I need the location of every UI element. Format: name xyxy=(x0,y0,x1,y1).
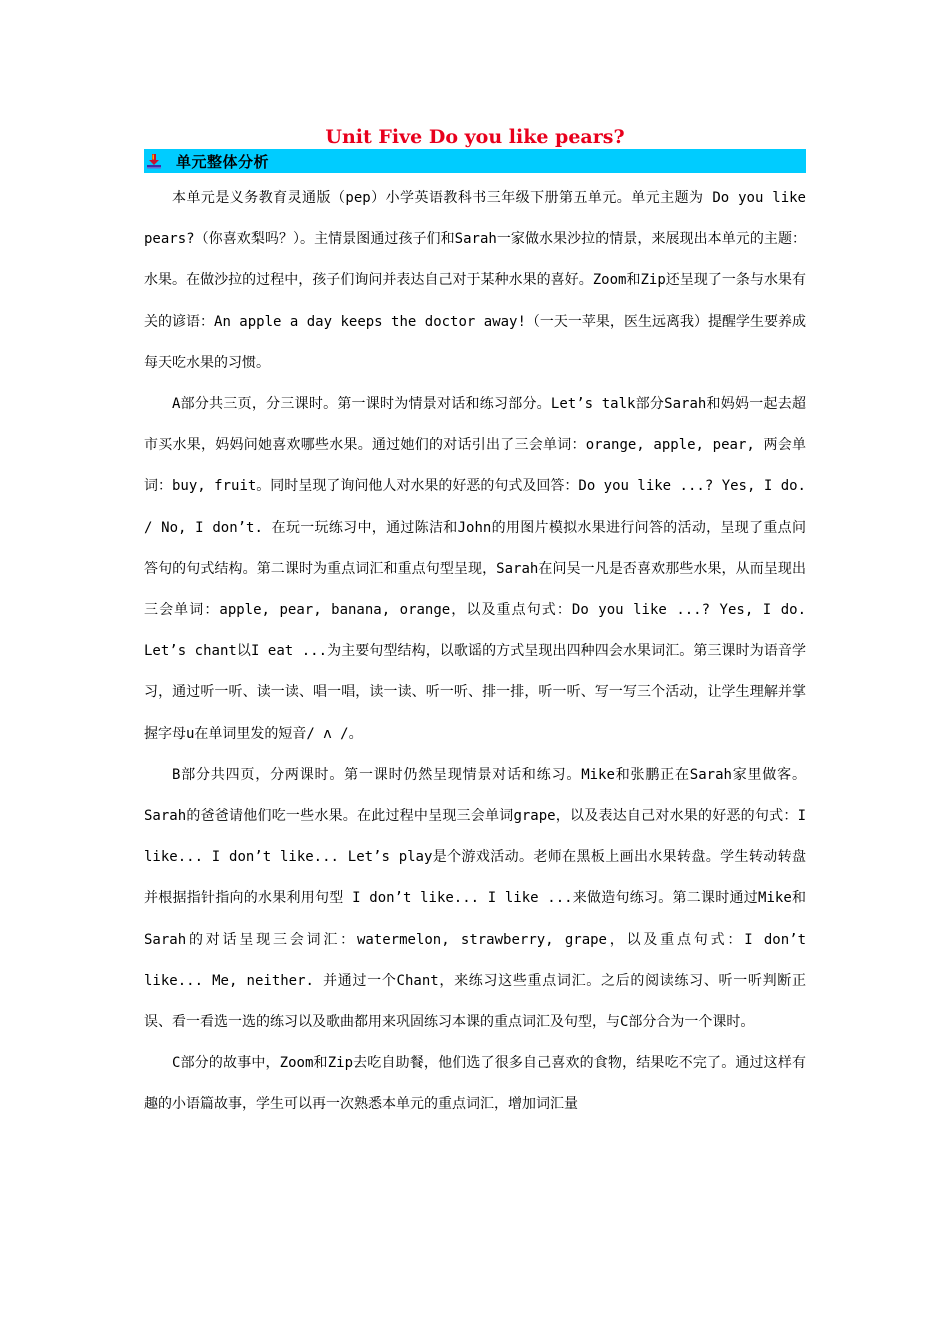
paragraph-part-b: B部分共四页，分两课时。第一课时仍然呈现情景对话和练习。Mike和张鹏正在Sarah家里做客。Sarah的爸爸请他们吃一些水果。在此过程中呈现三会单词grape，以及表达自己对水果的好恶的句式：I like... I don’t like... Let’s play是个游戏活动。老师在黑板上画出水果转盘。学生转动转盘并根据指针指向的水果利用句型 I don’t like... I like ...来做造句练习。第二课时通过Mike和Sarah的对话呈现三会词汇：watermelon, strawberry, grape，以及重点句式：I don’t like... Me, neither. 并通过一个Chant，来练习这些重点词汇。之后的阅读练习、听一听判断正误、看一看选一选的练习以及歌曲都用来巩固练习本课的重点词汇及句型，与C部分合为一个课时。 xyxy=(144,766,806,1031)
paragraph-part-c: C部分的故事中，Zoom和Zip去吃自助餐，他们选了很多自己喜欢的食物，结果吃不完了。通过这样有趣的小语篇故事，学生可以再一次熟悉本单元的重点词汇，增加词汇量 xyxy=(144,1055,806,1113)
document-title: Unit Five Do you like pears? xyxy=(325,126,625,148)
paragraph-overview: 本单元是义务教育灵通版（pep）小学英语教科书三年级下册第五单元。单元主题为 Do you like pears?（你喜欢梨吗？）。主情景图通过孩子们和Sarah一家做水果沙拉的情景，来展现出本单元的主题：水果。在做沙拉的过程中，孩子们询问并表达自己对于某种水果的喜好。Zoom和Zip还呈现了一条与水果有关的谚语：An apple a day keeps the doctor away!（一天一苹果，医生远离我）提醒学生要养成每天吃水果的习惯。 xyxy=(144,190,806,371)
paragraph-part-a: A部分共三页，分三课时。第一课时为情景对话和练习部分。Let’s talk部分Sarah和妈妈一起去超市买水果，妈妈问她喜欢哪些水果。通过她们的对话引出了三会单词：orange, apple, pear, 两会单词：buy, fruit。同时呈现了询问他人对水果的好恶的句式及回答：Do you like ...? Yes, I do. / No, I don’t. 在玩一玩练习中，通过陈洁和John的用图片模拟水果进行问答的活动，呈现了重点问答句的句式结构。第二课时为重点词汇和重点句型呈现，Sarah在问吴一凡是否喜欢那些水果，从而呈现出三会单词：apple, pear, banana, orange，以及重点句式：Do you like ...? Yes, I do. Let’s chant以I eat ...为主要句型结构，以歌谣的方式呈现出四种四会水果词汇。第三课时为语音学习，通过听一听、读一读、唱一唱，读一读、听一听、排一排，听一听、写一写三个活动，让学生理解并掌握字母u在单词里发的短音/ ʌ /。 xyxy=(144,396,806,742)
document-body xyxy=(144,178,806,1126)
section-header-bar xyxy=(144,149,806,173)
section-heading: 单元整体分析 xyxy=(176,152,270,171)
download-arrow-icon xyxy=(146,153,162,169)
